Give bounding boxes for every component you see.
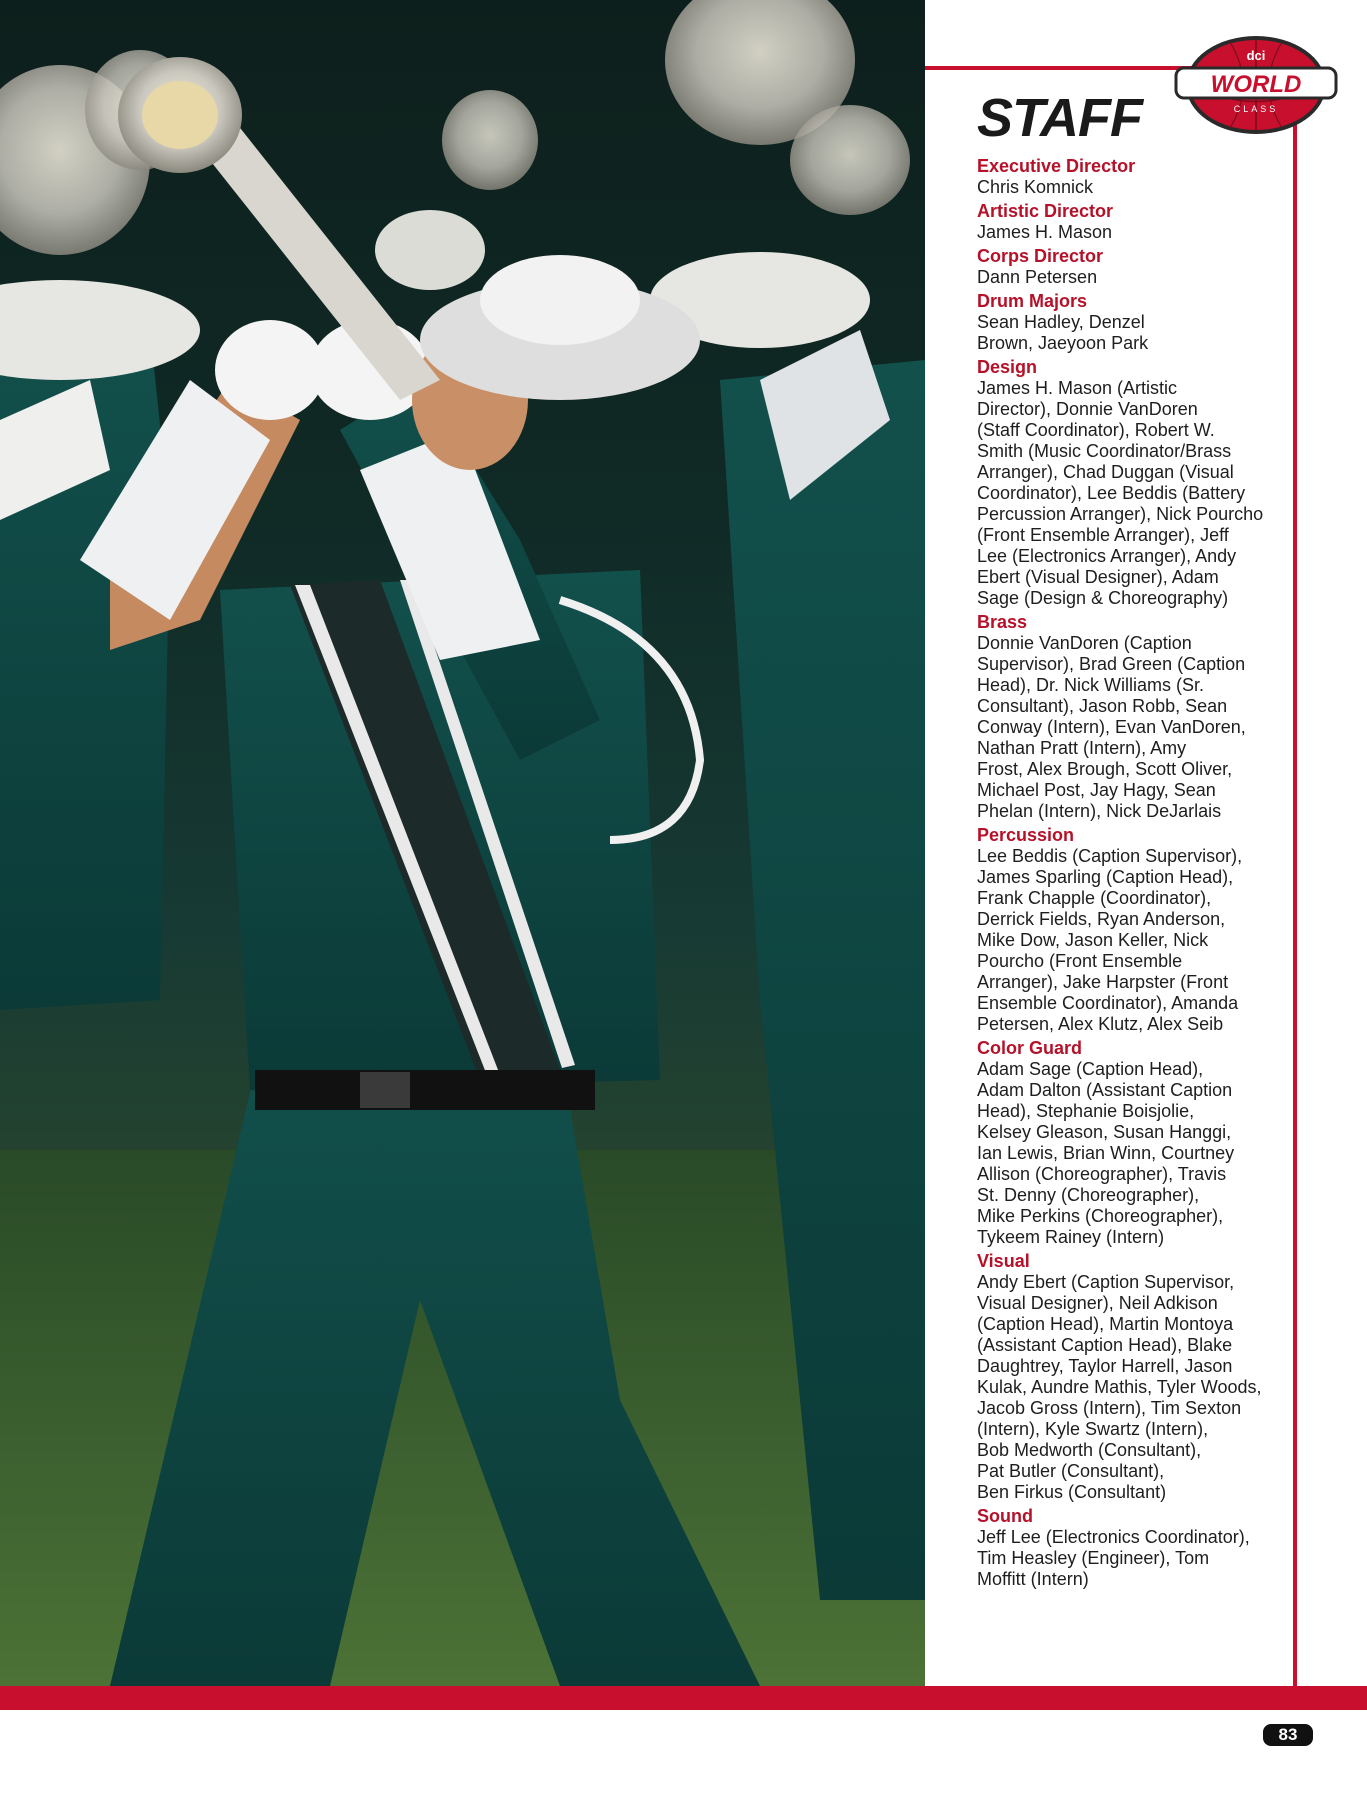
staff-role-heading: Corps Director <box>977 246 1104 266</box>
staff-name-line: Ben Firkus (Consultant) <box>977 1482 1167 1502</box>
staff-name-line: Petersen, Alex Klutz, Alex Seib <box>977 1014 1224 1034</box>
badge-word: WORLD <box>1210 71 1302 98</box>
staff-name-line: Allison (Choreographer), Travis <box>977 1164 1227 1184</box>
staff-section <box>977 246 1277 288</box>
staff-name-line: Phelan (Intern), Nick DeJarlais <box>977 801 1222 821</box>
staff-name-line: James Sparling (Caption Head), <box>977 867 1234 887</box>
staff-section <box>977 357 1277 609</box>
staff-role-heading: Design <box>977 357 1038 377</box>
staff-names <box>977 1059 1277 1248</box>
staff-role-heading: Brass <box>977 612 1028 632</box>
staff-section <box>977 1038 1277 1248</box>
staff-name-line: Coordinator), Lee Beddis (Battery <box>977 483 1246 503</box>
staff-name-line: Head), Stephanie Boisjolie, <box>977 1101 1195 1121</box>
staff-role-heading: Visual <box>977 1251 1030 1271</box>
staff-section <box>977 612 1277 822</box>
staff-name-line: Visual Designer), Neil Adkison <box>977 1293 1218 1313</box>
badge-sub: CLASS <box>1233 104 1279 114</box>
staff-name-line: Arranger), Jake Harpster (Front <box>977 972 1229 992</box>
staff-name-line: Mike Perkins (Choreographer), <box>977 1206 1224 1226</box>
staff-role-heading: Artistic Director <box>977 201 1114 221</box>
staff-name-line: James H. Mason <box>977 222 1113 242</box>
staff-name-line: Bob Medworth (Consultant), <box>977 1440 1202 1460</box>
page-title: STAFF <box>977 88 1142 148</box>
staff-section <box>977 291 1277 354</box>
staff-name-line: Jacob Gross (Intern), Tim Sexton <box>977 1398 1242 1418</box>
bottom-band <box>0 1686 1367 1710</box>
staff-name-line: Michael Post, Jay Hagy, Sean <box>977 780 1216 800</box>
staff-name-line: Ebert (Visual Designer), Adam <box>977 567 1219 587</box>
staff-name-line: Frost, Alex Brough, Scott Oliver, <box>977 759 1233 779</box>
staff-role-heading: Sound <box>977 1506 1033 1526</box>
staff-name-line: Head), Dr. Nick Williams (Sr. <box>977 675 1205 695</box>
right-rule <box>1293 66 1297 1686</box>
staff-names <box>977 222 1277 243</box>
staff-name-line: Arranger), Chad Duggan (Visual <box>977 462 1234 482</box>
staff-name-line: Chris Komnick <box>977 177 1094 197</box>
staff-name-line: Derrick Fields, Ryan Anderson, <box>977 909 1226 929</box>
page-number: 83 <box>1263 1724 1313 1746</box>
staff-name-line: Tykeem Rainey (Intern) <box>977 1227 1165 1247</box>
staff-names <box>977 267 1277 288</box>
staff-name-line: Mike Dow, Jason Keller, Nick <box>977 930 1209 950</box>
staff-names <box>977 846 1277 1035</box>
staff-names <box>977 1527 1277 1590</box>
staff-names <box>977 1272 1277 1503</box>
staff-name-line: Nathan Pratt (Intern), Amy <box>977 738 1187 758</box>
staff-names <box>977 312 1277 354</box>
staff-role-heading: Drum Majors <box>977 291 1088 311</box>
staff-name-line: Ensemble Coordinator), Amanda <box>977 993 1239 1013</box>
staff-name-line: Sean Hadley, Denzel <box>977 312 1145 332</box>
staff-list <box>977 156 1277 1593</box>
staff-name-line: (Assistant Caption Head), Blake <box>977 1335 1233 1355</box>
staff-name-line: Percussion Arranger), Nick Pourcho <box>977 504 1264 524</box>
staff-name-line: Tim Heasley (Engineer), Tom <box>977 1548 1210 1568</box>
staff-name-line: Ian Lewis, Brian Winn, Courtney <box>977 1143 1235 1163</box>
staff-name-line: (Intern), Kyle Swartz (Intern), <box>977 1419 1209 1439</box>
staff-name-line: Conway (Intern), Evan VanDoren, <box>977 717 1246 737</box>
staff-name-line: Supervisor), Brad Green (Caption <box>977 654 1246 674</box>
world-class-badge <box>1170 32 1342 138</box>
staff-name-line: St. Denny (Choreographer), <box>977 1185 1200 1205</box>
staff-name-line: Brown, Jaeyoon Park <box>977 333 1149 353</box>
staff-name-line: Kulak, Aundre Mathis, Tyler Woods, <box>977 1377 1262 1397</box>
staff-name-line: (Front Ensemble Arranger), Jeff <box>977 525 1229 545</box>
staff-name-line: Moffitt (Intern) <box>977 1569 1089 1589</box>
staff-name-line: James H. Mason (Artistic <box>977 378 1178 398</box>
staff-name-line: Director), Donnie VanDoren <box>977 399 1198 419</box>
staff-name-line: Sage (Design & Choreography) <box>977 588 1229 608</box>
staff-names <box>977 378 1277 609</box>
staff-name-line: Lee Beddis (Caption Supervisor), <box>977 846 1243 866</box>
staff-role-heading: Executive Director <box>977 156 1136 176</box>
staff-role-heading: Percussion <box>977 825 1075 845</box>
staff-section <box>977 825 1277 1035</box>
staff-name-line: Adam Sage (Caption Head), <box>977 1059 1204 1079</box>
staff-name-line: Consultant), Jason Robb, Sean <box>977 696 1228 716</box>
staff-name-line: Donnie VanDoren (Caption <box>977 633 1192 653</box>
staff-section <box>977 1506 1277 1590</box>
staff-role-heading: Color Guard <box>977 1038 1083 1058</box>
staff-name-line: Pourcho (Front Ensemble <box>977 951 1183 971</box>
staff-name-line: Andy Ebert (Caption Supervisor, <box>977 1272 1235 1292</box>
staff-name-line: Smith (Music Coordinator/Brass <box>977 441 1232 461</box>
staff-name-line: (Staff Coordinator), Robert W. <box>977 420 1215 440</box>
staff-section <box>977 1251 1277 1503</box>
staff-name-line: Frank Chapple (Coordinator), <box>977 888 1212 908</box>
staff-section <box>977 156 1277 198</box>
staff-name-line: Kelsey Gleason, Susan Hanggi, <box>977 1122 1232 1142</box>
staff-names <box>977 633 1277 822</box>
staff-section <box>977 201 1277 243</box>
staff-name-line: Pat Butler (Consultant), <box>977 1461 1165 1481</box>
staff-name-line: Lee (Electronics Arranger), Andy <box>977 546 1237 566</box>
staff-name-line: Jeff Lee (Electronics Coordinator), <box>977 1527 1250 1547</box>
staff-name-line: Adam Dalton (Assistant Caption <box>977 1080 1233 1100</box>
badge-brand-mark: dci <box>1246 48 1266 63</box>
staff-name-line: Dann Petersen <box>977 267 1098 287</box>
staff-name-line: (Caption Head), Martin Montoya <box>977 1314 1234 1334</box>
staff-names <box>977 177 1277 198</box>
staff-name-line: Daughtrey, Taylor Harrell, Jason <box>977 1356 1233 1376</box>
